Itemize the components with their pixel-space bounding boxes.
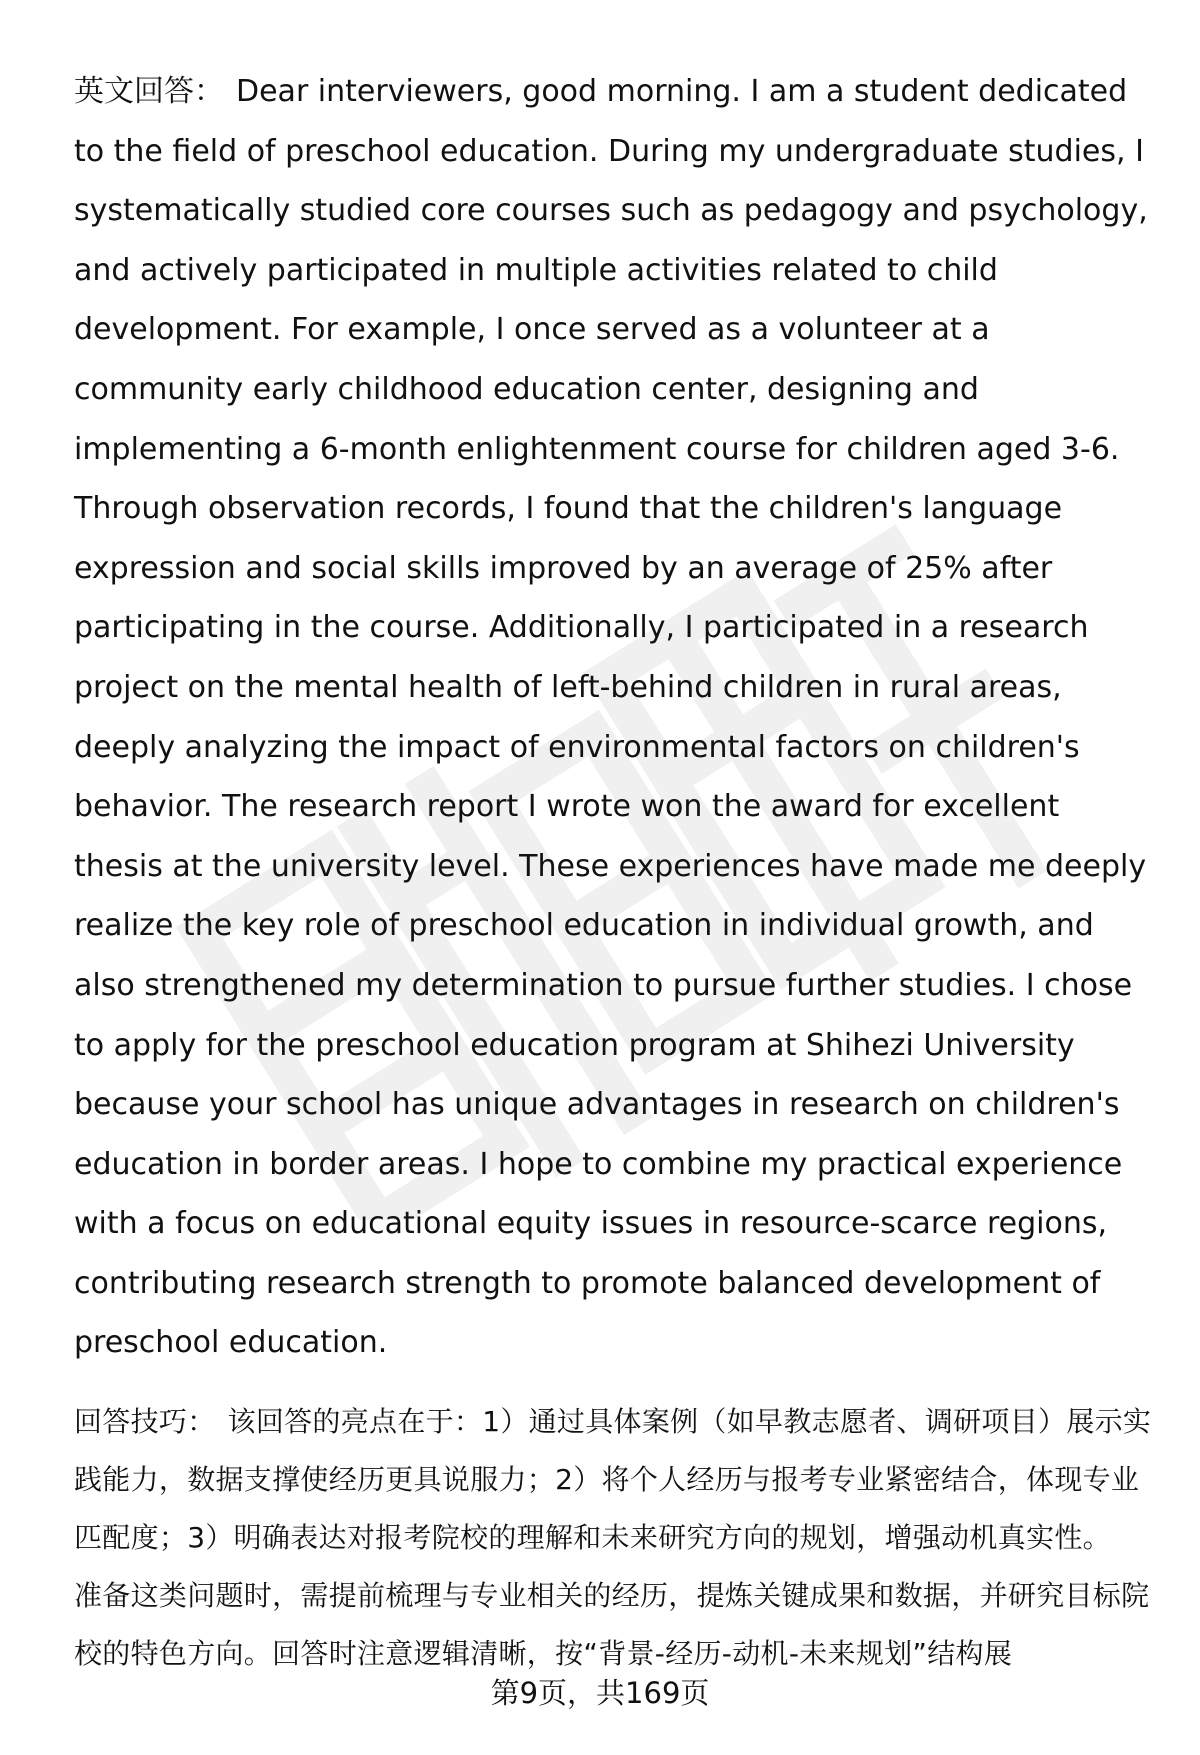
answer-tips-paragraph bbox=[74, 1393, 1154, 1567]
english-answer-text: Dear interviewers, good morning. I am a student dedicated to the field of preschool education. During my undergraduate studies, I systematically studied core courses such as pedagogy and psychology, and actively participated in multiple activities related to child development. For example, I once served as a volunteer at a community early childhood education center, designing and implementing a 6-month enlightenment course for children aged 3-6. Through observation records, I found that the children's language expression and social skills improved by an average of 25% after participating in the course. Additionally, I participated in a research project on the mental health of left-behind children in rural areas, deeply analyzing the impact of environmental factors on children's behavior. The research report I wrote won the award for excellent thesis at the university level. These experiences have made me deeply realize the key role of preschool education in individual growth, and also strengthened my determination to pursue further studies. I chose to apply for the preschool education program at Shihezi University because your school has unique advantages in research on children's education in border areas. I hope to combine my practical experience with a focus on educational equity issues in resource-scarce regions, contributing research strength to promote balanced development of preschool education. bbox=[74, 74, 1148, 1361]
page-footer bbox=[0, 1673, 1200, 1713]
english-answer-label: 英文回答： bbox=[74, 74, 224, 109]
english-answer-paragraph bbox=[74, 62, 1154, 1373]
preparation-paragraph bbox=[74, 1567, 1154, 1683]
answer-tips-text: 该回答的亮点在于：1）通过具体案例（如早教志愿者、调研项目）展示实践能力，数据支撑使经历更具说服力；2）将个人经历与报考专业紧密结合，体现专业匹配度；3）明确表达对报考院校的理解和未来研究方向的规划，增强动机真实性。 bbox=[74, 1405, 1152, 1555]
answer-tips-label: 回答技巧： bbox=[74, 1405, 216, 1439]
document-body bbox=[74, 62, 1154, 1683]
page-number: 第9页，共169页 bbox=[490, 1676, 710, 1710]
preparation-text: 准备这类问题时，需提前梳理与专业相关的经历，提炼关键成果和数据，并研究目标院校的特色方向。回答时注意逻辑清晰，按“背景-经历-动机-未来规划”结构展 bbox=[74, 1579, 1150, 1671]
